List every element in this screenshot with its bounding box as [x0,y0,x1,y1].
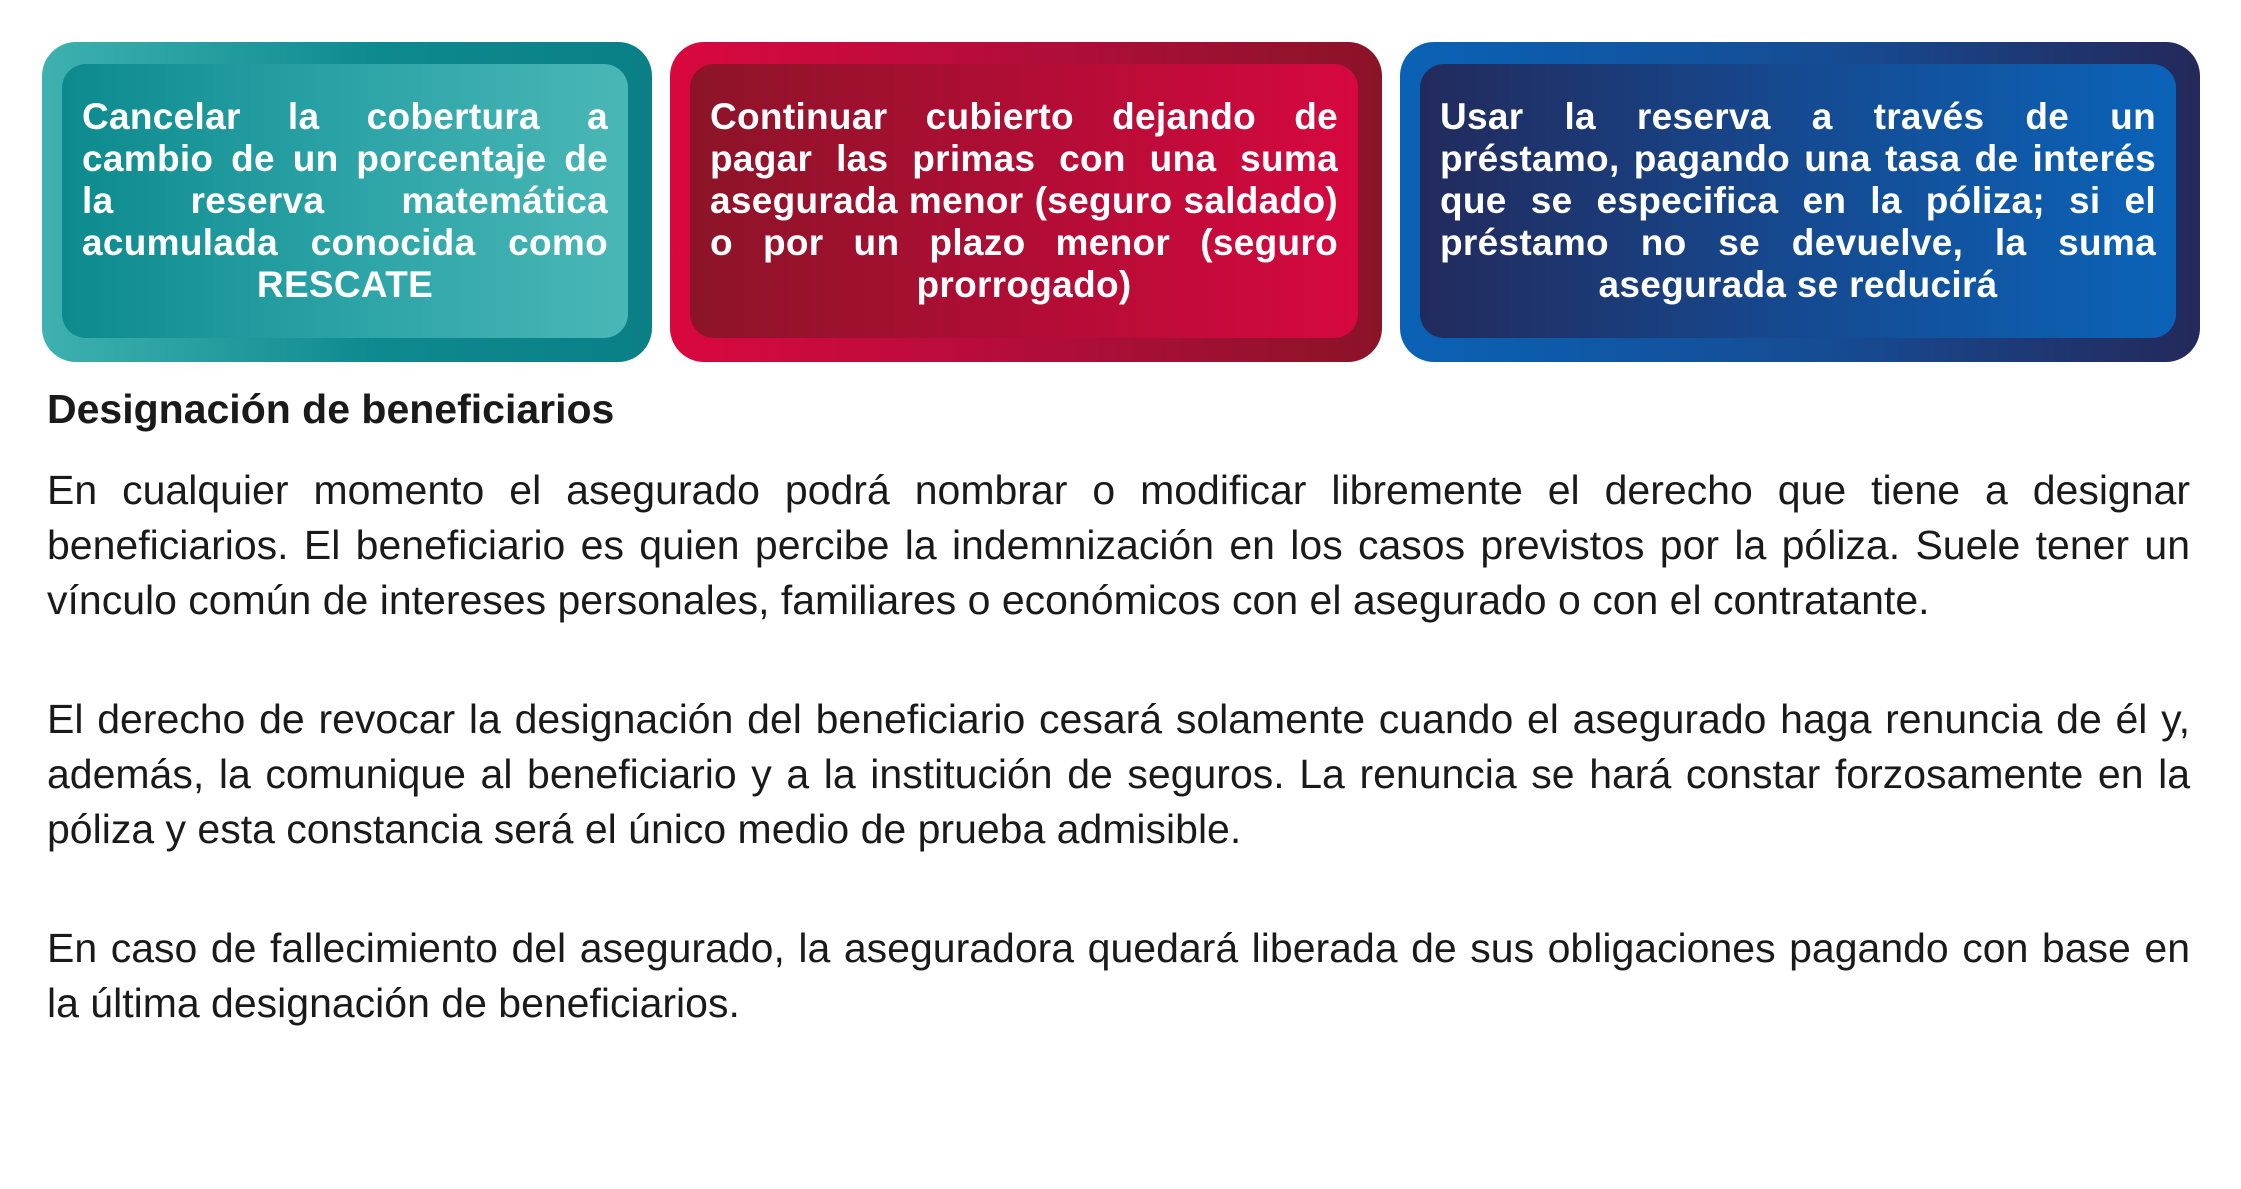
option-card-prestamo [1400,42,2200,362]
option-text: Cancelar la cobertura a cambio de un porcentaje de la reserva matemática acumulada conocida como RESCATE [82,96,608,305]
option-text: Continuar cubierto dejando de pagar las primas con una suma asegurada menor (seguro saldado) o por un plazo menor (seguro prorrogado) [710,96,1338,305]
option-card-inner [1420,64,2176,338]
body-paragraph: El derecho de revocar la designación del beneficiario cesará solamente cuando el asegurado haga renuncia de él y, además, la comunique al beneficiario y a la institución de seguros. La renuncia se hará constar forzosamente en la póliza y esta constancia será el único medio de prueba admisible. [47,696,2190,852]
option-card-saldado [670,42,1382,362]
option-card-inner [62,64,628,338]
body-paragraph: En caso de fallecimiento del asegurado, la aseguradora quedará liberada de sus obligaciones pagando con base en la última designación de beneficiarios. [47,925,2190,1026]
section-title: Designación de beneficiarios [47,386,615,432]
body-paragraph: En cualquier momento el asegurado podrá nombrar o modificar libremente el derecho que tiene a designar beneficiarios. El beneficiario es quien percibe la indemnización en los casos previstos por la póliza. Suele tener un vínculo común de intereses personales, familiares o económicos con el asegurado o con el contratante. [47,467,2190,623]
options-cards [42,42,2200,362]
option-text: Usar la reserva a través de un préstamo, pagando una tasa de interés que se especifica en la póliza; si el préstamo no se devuelve, la suma asegurada se reducirá [1440,96,2156,305]
option-card-inner [690,64,1358,338]
option-card-rescate [42,42,652,362]
